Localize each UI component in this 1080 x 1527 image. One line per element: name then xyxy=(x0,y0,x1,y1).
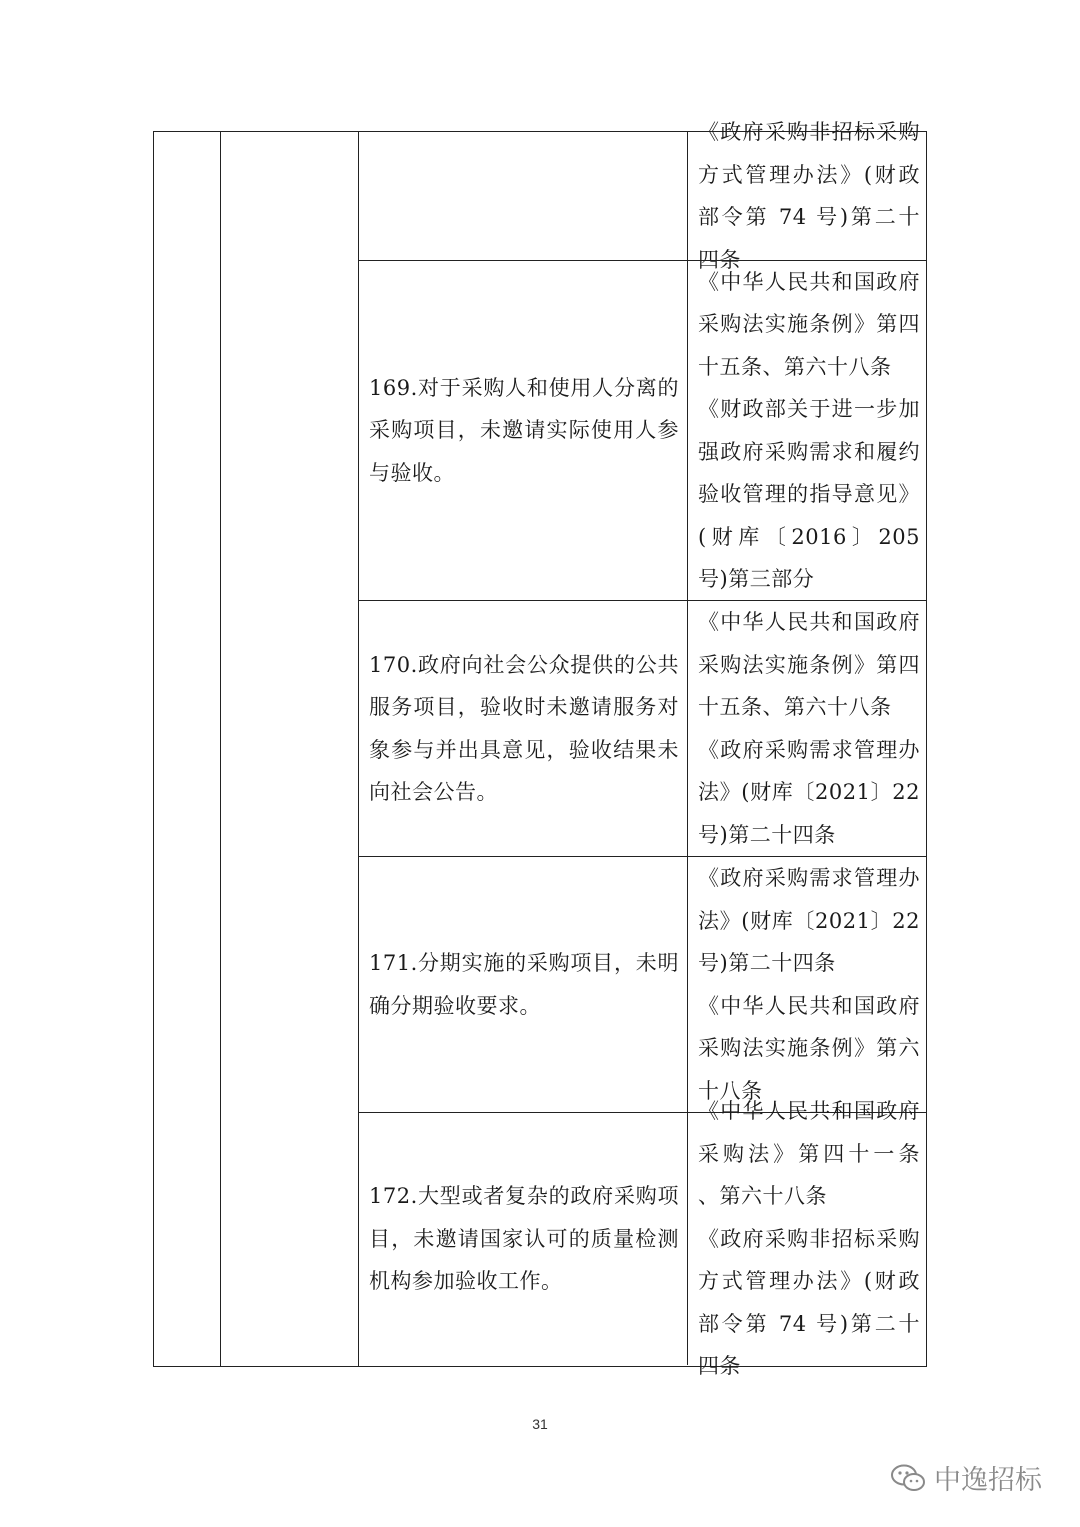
basis-text: 《政府采购需求管理办法》(财库〔2021〕22 号)第二十四条 xyxy=(698,866,920,975)
column-divider xyxy=(220,132,221,1366)
regulation-table xyxy=(153,120,927,1379)
basis-text: 《财政部关于进一步加强政府采购需求和履约验收管理的指导意见》(财库〔2016〕205 号)第三部分 xyxy=(698,397,920,591)
basis-text: 《政府采购非招标采购方式管理办法》(财政部令第 74 号)第二十四条 xyxy=(698,120,920,272)
basis-cell xyxy=(688,601,926,856)
issue-text: 171.分期实施的采购项目，未明确分期验收要求。 xyxy=(369,951,679,1018)
issue-cell xyxy=(359,601,687,856)
basis-text: 《中华人民共和国政府采购法实施条例》第四十五条、第六十八条 xyxy=(698,610,920,719)
basis-text: 《中华人民共和国政府采购法》第四十一条 、第六十八条 xyxy=(698,1099,920,1209)
basis-text: 《中华人民共和国政府采购法实施条例》第四十五条、第六十八条 xyxy=(698,269,920,379)
table-row xyxy=(359,260,926,600)
basis-cell xyxy=(688,261,926,600)
basis-cell xyxy=(688,1099,926,1379)
table-row xyxy=(359,856,926,1112)
basis-text: 《政府采购需求管理办法》(财库〔2021〕22 号)第二十四条 xyxy=(698,737,920,847)
table-row xyxy=(359,120,926,272)
issue-cell xyxy=(359,261,687,600)
page-number: 31 xyxy=(532,1416,548,1432)
watermark xyxy=(890,1458,1042,1497)
watermark-text: 中逸招标 xyxy=(934,1465,1042,1496)
issue-text: 169.对于采购人和使用人分离的采购项目，未邀请实际使用人参与验收。 xyxy=(369,375,679,485)
table-row xyxy=(359,1099,926,1379)
issue-cell xyxy=(359,1113,687,1365)
issue-cell xyxy=(359,857,687,1112)
wechat-icon xyxy=(890,1463,926,1493)
issue-text: 172.大型或者复杂的政府采购项目，未邀请国家认可的质量检测机构参加验收工作。 xyxy=(369,1184,679,1294)
issue-text: 170.政府向社会公众提供的公共服务项目，验收时未邀请服务对象参与并出具意见，验收结果未向社会公告。 xyxy=(369,652,679,804)
table-row xyxy=(359,600,926,856)
basis-text: 《中华人民共和国政府采购法实施条例》第六十八条 xyxy=(698,993,920,1103)
basis-text: 《政府采购非招标采购方式管理办法》(财政部令第 74 号)第二十四条 xyxy=(698,1226,920,1379)
basis-cell xyxy=(688,120,926,272)
basis-cell xyxy=(688,857,926,1112)
issue-cell xyxy=(359,132,687,260)
